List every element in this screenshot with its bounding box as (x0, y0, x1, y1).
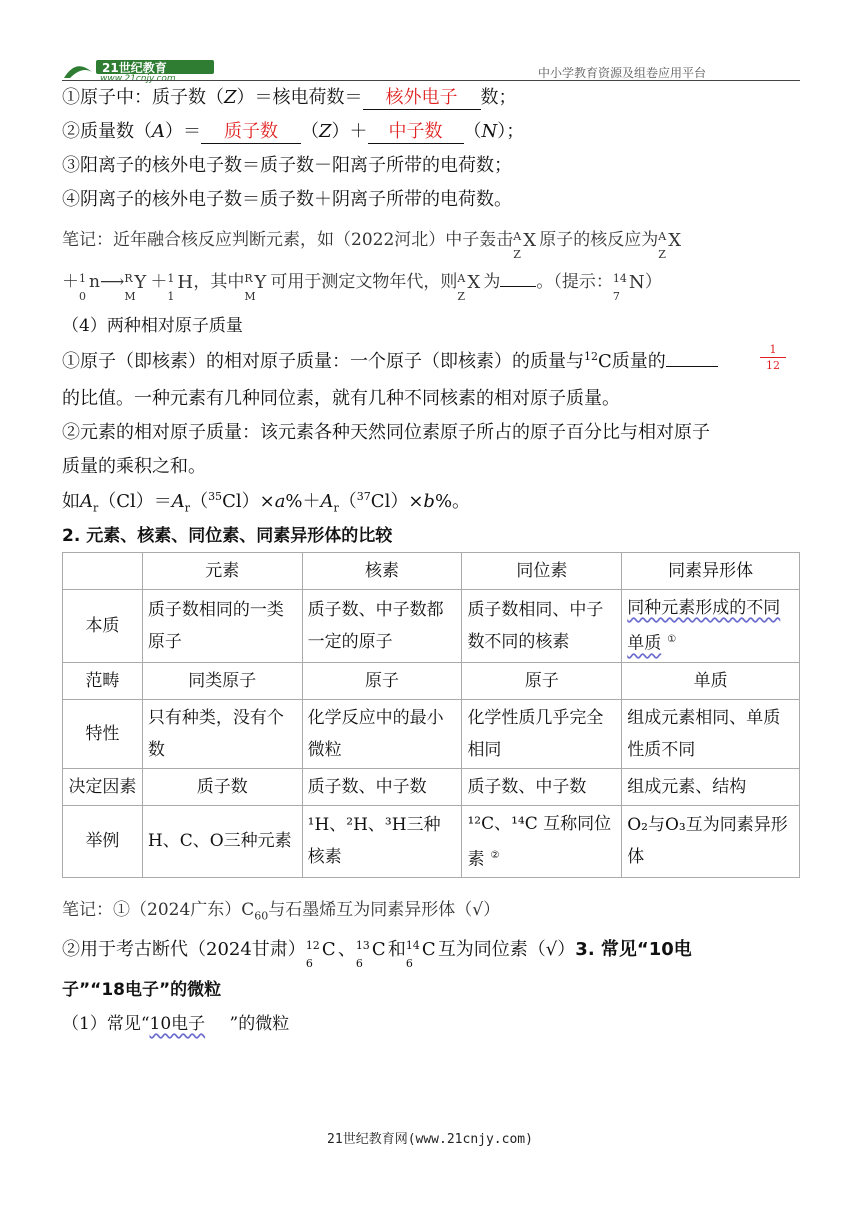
note-nuclear-reaction (62, 228, 684, 261)
text: ）； (497, 121, 525, 142)
atomic: Z (513, 247, 521, 261)
neutron: n (89, 272, 100, 292)
atomic: 6 (305, 957, 313, 970)
atomic: Z (457, 289, 465, 303)
table-cell: H、C、O三种元素 (142, 805, 302, 878)
table-row (63, 590, 800, 663)
fraction-bar (760, 357, 786, 358)
nuclide-azx (457, 271, 483, 303)
text: ＋ (150, 272, 168, 292)
subscript: 60 (254, 909, 269, 923)
blank-fill: 核外电子 (363, 87, 481, 110)
text: 数； (480, 87, 517, 108)
table-cell (622, 590, 800, 663)
symbol: C (371, 939, 386, 960)
table-cell: 只有种类，没有个数 (142, 699, 302, 768)
text: 与石墨烯互为同素异形体（√） (268, 900, 501, 920)
nuclide-azx (513, 229, 539, 261)
nuclide-c14 (405, 938, 438, 970)
table-cell: 同类原子 (142, 662, 302, 699)
text: 笔记：近年融合核反应判断元素，如（2022河北）中子轰击 (62, 230, 514, 250)
text: 为 (483, 272, 501, 292)
text: 如 (62, 491, 80, 512)
symbol: X (467, 271, 481, 293)
formula-cl (62, 490, 470, 514)
subsection-10-electron (62, 1012, 289, 1036)
text: （ (190, 491, 209, 512)
atomic: M (244, 289, 256, 303)
text: C质量的 (598, 351, 666, 372)
nuclide-n14 (612, 271, 645, 303)
symbol: H (177, 271, 194, 293)
text: Cl）× (222, 491, 275, 512)
text: ②用于考古断代（2024甘肃） (62, 939, 306, 960)
text: ，其中 (193, 272, 245, 292)
numerator: 1 (769, 343, 777, 356)
text: ）＝ (165, 121, 201, 142)
table-cell (462, 805, 622, 878)
text: ）＋ (331, 121, 368, 142)
row-label: 范畴 (63, 662, 143, 699)
table-cell: 组成元素、结构 (622, 768, 800, 805)
line-mass-number (62, 120, 524, 144)
var-a: A (320, 491, 334, 512)
text: （ (301, 121, 319, 142)
table-header: 同位素 (462, 553, 622, 590)
table-cell: 组成元素相同、单质性质不同 (622, 699, 800, 768)
nuclide-rmy (124, 271, 150, 303)
nuclide-c13 (355, 938, 388, 970)
section-relative-mass: （4）两种相对原子质量 (62, 316, 243, 336)
var-a: A (152, 121, 165, 142)
annotated-text: 同种元素形成的不同单质 (627, 598, 781, 654)
section-heading: 3. 常见“10电 (575, 939, 692, 960)
table-row (63, 699, 800, 768)
mass: 12 (305, 939, 320, 952)
row-label: 特性 (63, 699, 143, 768)
text: ”的微粒 (229, 1014, 290, 1034)
symbol: C (321, 939, 336, 960)
blank-fill: 质子数 (201, 121, 301, 144)
text: %。 (434, 491, 471, 512)
mass: 13 (355, 939, 370, 952)
mass: 14 (612, 271, 627, 285)
section-comparison-title: 2. 元素、核素、同位素、同素异形体的比较 (62, 526, 393, 546)
para-nuclide-mass (62, 350, 718, 374)
logo-url: www.21cnjy.com (100, 74, 176, 84)
var: b (423, 491, 435, 512)
nuclide-c12 (305, 938, 338, 970)
text: %＋ (285, 491, 321, 512)
mass: A (457, 271, 466, 285)
nuclide-h (167, 271, 194, 303)
logo-text: 21世纪教育 (102, 61, 167, 75)
text: 原子的核反应为 (539, 230, 659, 250)
para-element-mass-cont: 质量的乘积之和。 (62, 456, 206, 477)
table-row (63, 768, 800, 805)
mass: A (513, 229, 522, 243)
line-cation: ③阳离子的核外电子数＝质子数－阳离子所带的电荷数； (62, 155, 512, 176)
note-carbon-isotopes (62, 938, 692, 970)
mass: 1 (167, 271, 175, 285)
text: ） (644, 272, 662, 292)
var-a: A (80, 491, 93, 512)
table-header: 元素 (142, 553, 302, 590)
table-cell: 质子数相同、中子数不同的核素 (462, 590, 622, 663)
text: （1）常见“ (62, 1014, 150, 1034)
blank (666, 366, 718, 367)
table-header: 核素 (302, 553, 462, 590)
subscript: r (93, 501, 99, 515)
table-cell: 原子 (462, 662, 622, 699)
table-cell: 单质 (622, 662, 800, 699)
var-a: A (171, 491, 185, 512)
symbol: C (421, 939, 436, 960)
text: 可用于测定文物年代，则 (270, 272, 458, 292)
footer: 21世纪教育网(www.21cnjy.com) (327, 1132, 533, 1147)
annotation-mark: ① (667, 634, 677, 645)
mass: R (244, 271, 253, 285)
mass: 14 (405, 939, 420, 952)
table-cell: 质子数、中子数 (462, 768, 622, 805)
atomic: 7 (612, 289, 620, 303)
text: 、 (337, 939, 356, 960)
atomic: 0 (79, 289, 86, 303)
blank-fill: 中子数 (368, 121, 464, 144)
arrow-icon: ⟶ (99, 272, 125, 292)
text: ＋ (62, 272, 79, 292)
text: Cl）× (370, 491, 424, 512)
atomic: 1 (167, 289, 175, 303)
comparison-table (62, 552, 800, 878)
text: 和 (387, 939, 406, 960)
note-reaction-equation (62, 270, 662, 303)
subscript: r (333, 501, 339, 515)
mass: 1 (79, 271, 86, 285)
nuclide-rmy (244, 271, 270, 303)
table-cell: 质子数、中子数都一定的原子 (302, 590, 462, 663)
nuclide-neutron (79, 271, 89, 303)
row-label: 本质 (63, 590, 143, 663)
line-anion: ④阴离子的核外电子数＝质子数＋阴离子所带的电荷数。 (62, 189, 512, 210)
blank (500, 286, 536, 287)
header-divider (62, 80, 800, 81)
annotated-text: ¹²C、¹⁴C 互称同位素 (467, 813, 612, 870)
table-cell: 质子数 (142, 768, 302, 805)
text: （ (338, 491, 357, 512)
header-platform-text: 中小学教育资源及组卷应用平台 (538, 66, 707, 80)
atomic: 6 (405, 957, 413, 970)
var-z: Z (319, 121, 332, 142)
table-cell: 化学反应中的最小微粒 (302, 699, 462, 768)
line-atom-relation (62, 86, 517, 110)
table-cell: 质子数相同的一类原子 (142, 590, 302, 663)
text: ①原子中：质子数（ (62, 87, 224, 108)
table-cell: O₂与O₃互为同素异形体 (622, 805, 800, 878)
mass: R (124, 271, 133, 285)
symbol: Y (134, 271, 147, 293)
atomic: M (124, 289, 136, 303)
text: ①原子（即核素）的相对原子质量：一个原子（即核素）的质量与 (62, 351, 584, 372)
symbol: Y (254, 271, 267, 293)
note-c60 (62, 898, 500, 922)
table-cell: 化学性质几乎完全相同 (462, 699, 622, 768)
mass: A (658, 229, 667, 243)
symbol: X (523, 229, 537, 251)
table-row (63, 662, 800, 699)
para-nuclide-mass-cont: 的比值。一种元素有几种同位素，就有几种不同核素的相对原子质量。 (62, 388, 620, 409)
table-header-row (63, 553, 800, 590)
superscript: 35 (208, 490, 223, 503)
text: ②质量数（ (62, 121, 152, 142)
table-cell: ¹H、²H、³H三种核素 (302, 805, 462, 878)
atomic: Z (658, 247, 666, 261)
text: （Cl）＝ (98, 491, 172, 512)
nuclide-azx (658, 229, 684, 261)
symbol: X (668, 229, 682, 251)
table-cell: 质子数、中子数 (302, 768, 462, 805)
section-electron-particles: 子”“18电子”的微粒 (62, 980, 222, 1000)
var-n: N (481, 121, 498, 142)
subscript: r (184, 501, 191, 515)
table-cell: 原子 (302, 662, 462, 699)
symbol: N (628, 271, 645, 293)
text: ）＝核电荷数＝ (236, 87, 363, 108)
text: 笔记：①（2024广东）C (62, 900, 255, 920)
var: a (274, 491, 286, 512)
superscript: 37 (356, 490, 371, 503)
superscript: 12 (584, 350, 598, 363)
text: 。（提示： (536, 272, 613, 292)
text: （ (463, 121, 482, 142)
row-label: 举例 (63, 805, 143, 878)
para-element-mass: ②元素的相对原子质量：该元素各种天然同位素原子所占的原子百分比与相对原子 (62, 422, 710, 443)
annotation-mark: ② (490, 849, 500, 861)
fraction-one-twelfth (758, 343, 788, 372)
text: 互为同位素（√） (437, 939, 576, 960)
row-label: 决定因素 (63, 768, 143, 805)
atomic: 6 (355, 957, 363, 970)
table-header: 同素异形体 (622, 553, 800, 590)
var-z: Z (224, 87, 237, 108)
table-row (63, 805, 800, 878)
annotated-text: 10电子 (149, 1014, 206, 1034)
denominator: 12 (766, 359, 780, 372)
table-header (63, 553, 143, 590)
